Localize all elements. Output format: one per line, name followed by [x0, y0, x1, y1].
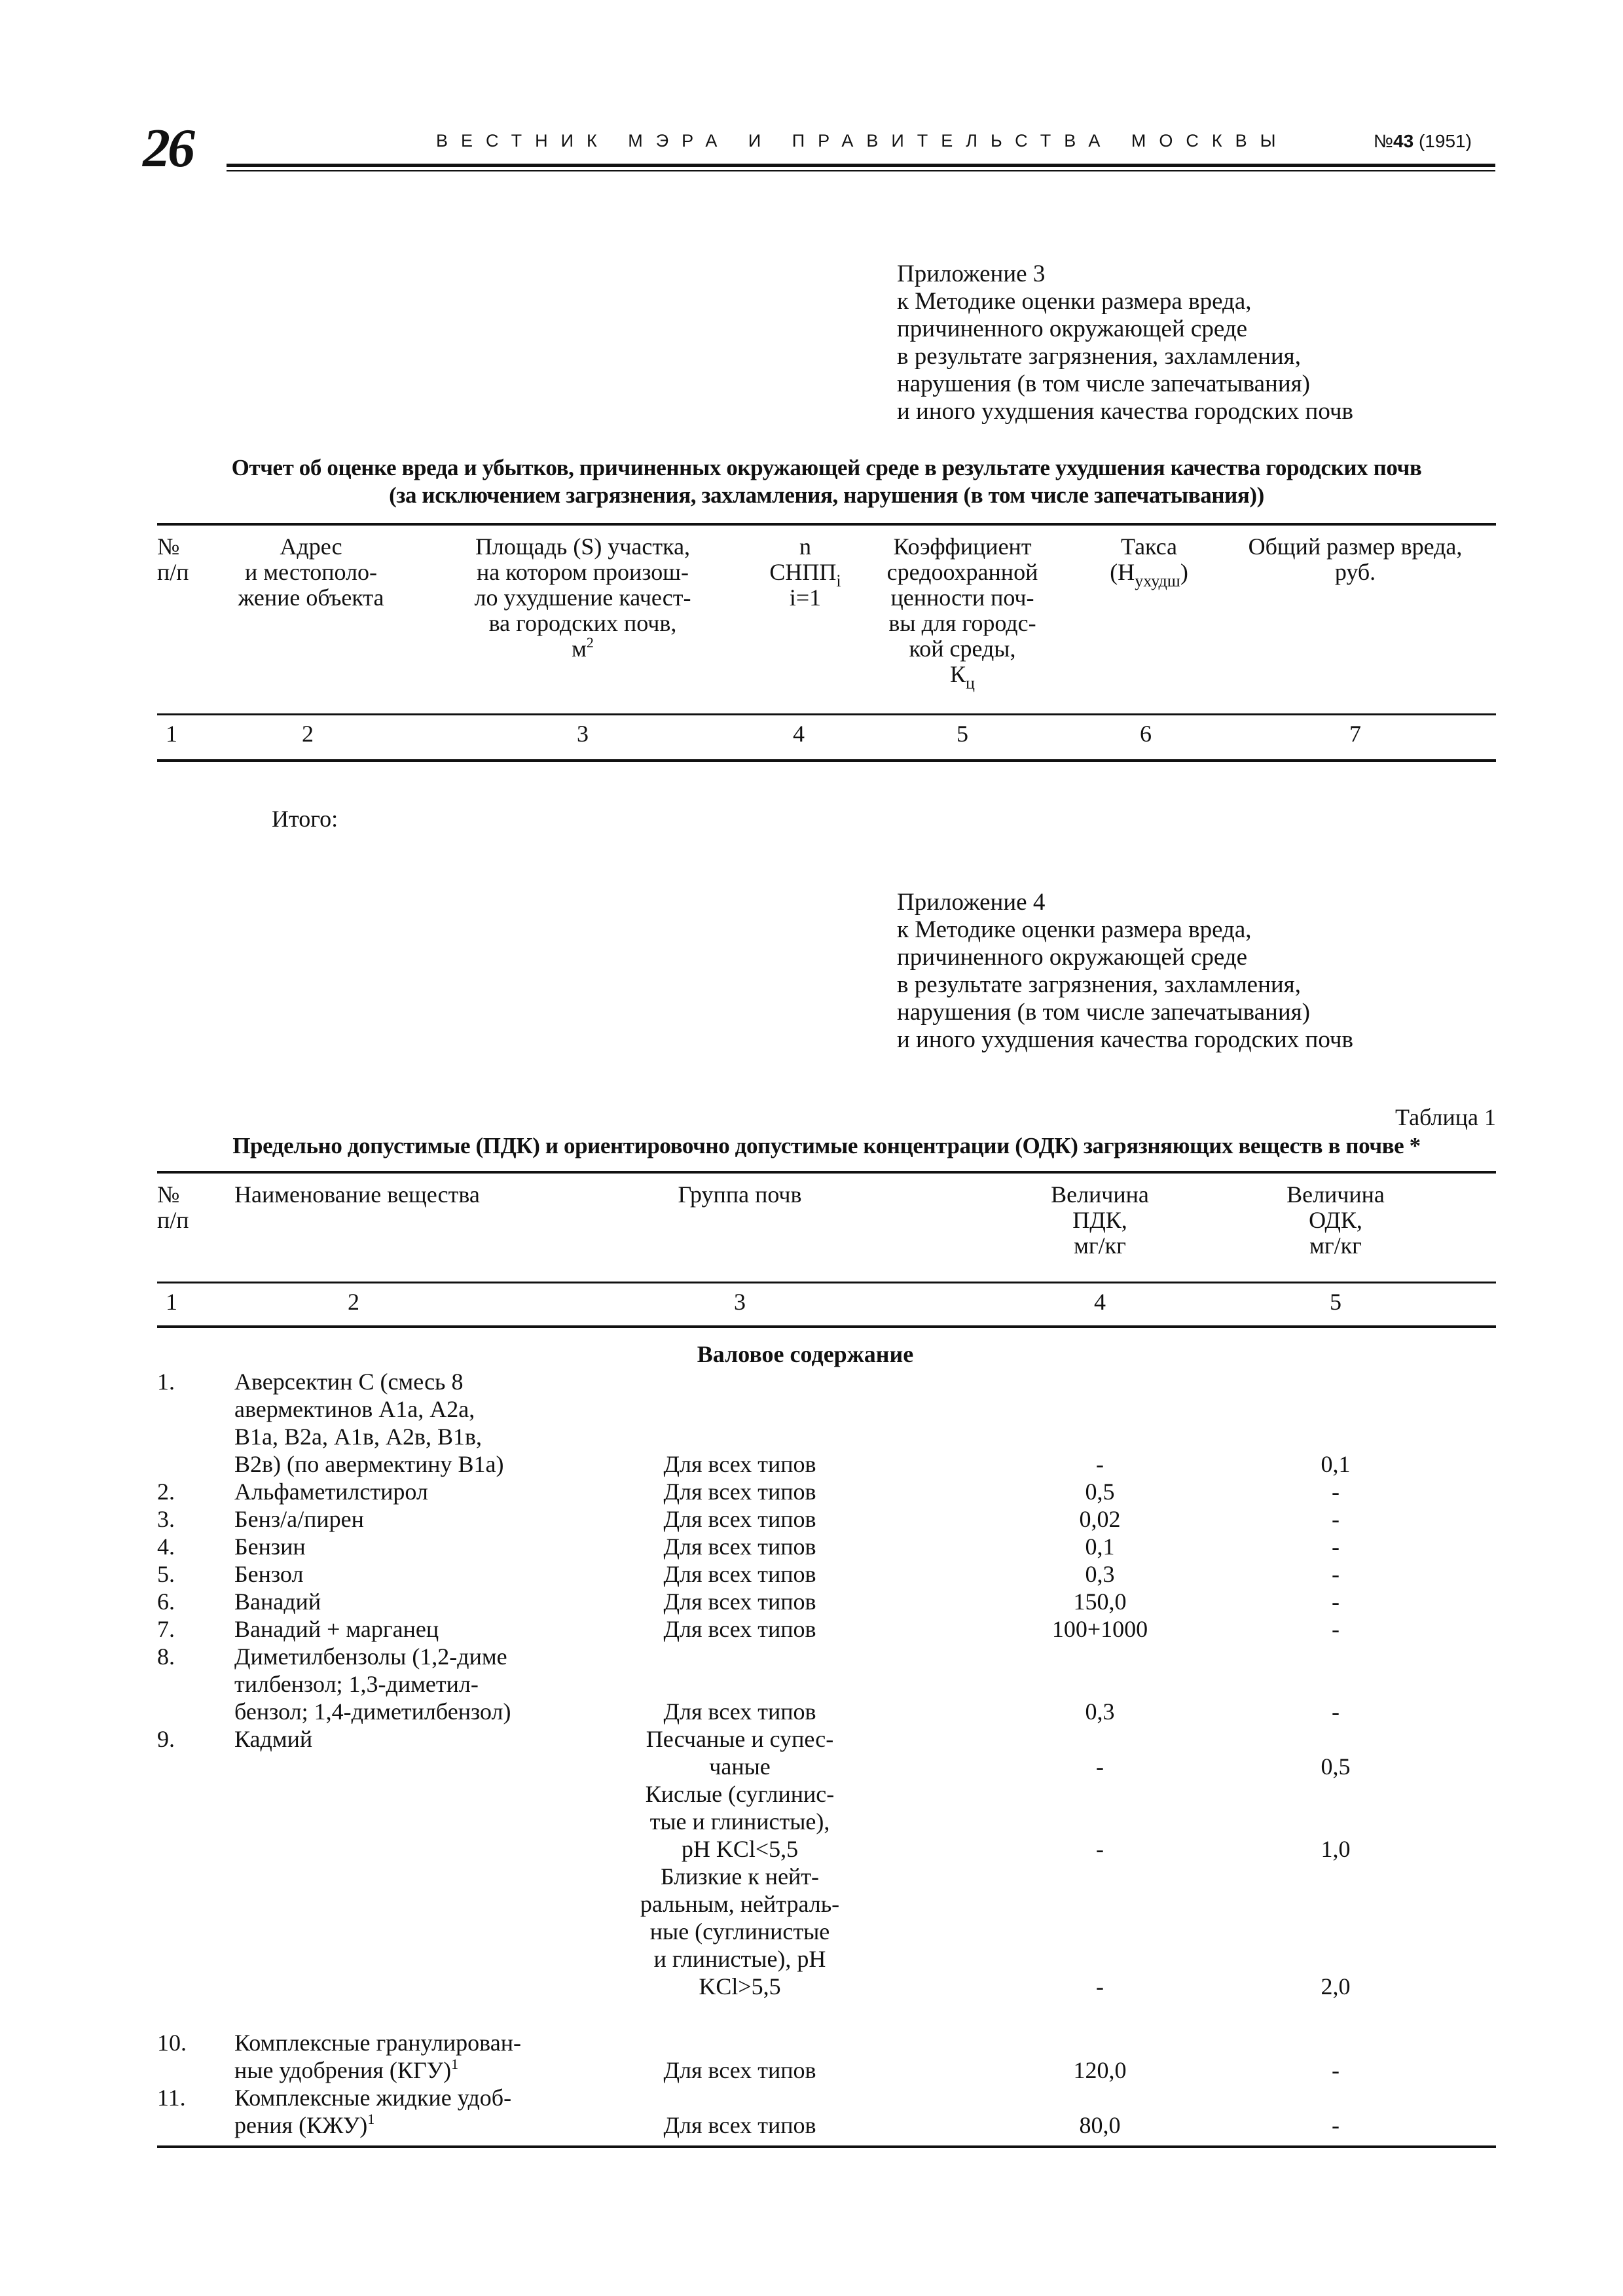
row-4-group: Для всех типов — [663, 1534, 816, 1560]
row-8-group: Для всех типов — [663, 1698, 816, 1725]
t1-colnum-7: 7 — [1349, 721, 1361, 747]
row-10-num: 10. — [157, 2030, 187, 2056]
table2-bottom-rule — [157, 2145, 1496, 2148]
row-3-pdk: 0,02 — [1079, 1506, 1121, 1532]
row-8-pdk: 0,3 — [1085, 1698, 1115, 1725]
row-4-pdk: 0,1 — [1085, 1534, 1115, 1560]
annex4-title: Предельно допустимые (ПДК) и ориентировочно допустимые концентрации (ОДК) загрязняющих веществ в почве * — [232, 1133, 1421, 1158]
t1-colnum-5: 5 — [957, 721, 968, 747]
row-6-group: Для всех типов — [663, 1588, 816, 1615]
row-7-pdk: 100+1000 — [1051, 1616, 1148, 1642]
row-9-sub3-pdk: - — [1096, 1973, 1104, 2000]
row-9-name: Кадмий — [234, 1726, 313, 1752]
row-3-name: Бенз/а/пирен — [234, 1506, 364, 1532]
row-7-odk: - — [1332, 1616, 1340, 1642]
total-label: Итого: — [272, 806, 338, 832]
table2-numbers-rule — [157, 1325, 1496, 1328]
row-8-odk: - — [1332, 1698, 1340, 1725]
t1-colnum-6: 6 — [1140, 721, 1152, 747]
row-10-group: Для всех типов — [663, 2057, 816, 2083]
row-5-odk: - — [1332, 1561, 1340, 1587]
row-1-num: 1. — [157, 1369, 175, 1395]
annex3-caption: Приложение 3 к Методике оценки размера вреда, причиненного окружающей среде в результате загрязнения, захламления, нарушения (в том числе запечатывания) и иного ухудшения качества городских почв — [897, 260, 1353, 425]
row-5-pdk: 0,3 — [1085, 1561, 1115, 1587]
row-9-num: 9. — [157, 1726, 175, 1752]
row-2-group: Для всех типов — [663, 1479, 816, 1505]
section-heading: Валовое содержание — [697, 1341, 914, 1367]
t2-colnum-4: 4 — [1094, 1289, 1106, 1315]
row-9-sub2-odk: 1,0 — [1321, 1836, 1351, 1862]
row-11-num: 11. — [157, 2085, 186, 2111]
annex3-title-line1: Отчет об оценке вреда и убытков, причиненных окружающей среде в результате ухудшения качества городских почв — [231, 455, 1422, 480]
t1-head-address: Адрес и местополо- жение объекта — [238, 533, 384, 611]
t1-head-total: Общий размер вреда, руб. — [1248, 533, 1463, 585]
row-3-group: Для всех типов — [663, 1506, 816, 1532]
row-11-pdk: 80,0 — [1079, 2112, 1121, 2138]
t1-colnum-2: 2 — [302, 721, 314, 747]
t2-colnum-1: 1 — [166, 1289, 177, 1315]
row-6-pdk: 150,0 — [1073, 1588, 1127, 1615]
table1-bottom-rule — [157, 759, 1496, 762]
row-5-num: 5. — [157, 1561, 175, 1587]
row-11-name: Комплексные жидкие удоб- рения (КЖУ)$^1$ — [234, 2085, 512, 2138]
table-label: Таблица 1 — [1395, 1104, 1496, 1130]
t1-colnum-4: 4 — [793, 721, 805, 747]
row-9-sub1-odk: 0,5 — [1321, 1753, 1351, 1780]
row-7-group: Для всех типов — [663, 1616, 816, 1642]
row-6-num: 6. — [157, 1588, 175, 1615]
t2-head-pdk: Величина ПДК, мг/кг — [1051, 1181, 1149, 1259]
row-4-odk: - — [1332, 1534, 1340, 1560]
row-3-num: 3. — [157, 1506, 175, 1532]
page-number: 26 — [143, 118, 192, 179]
header-rule-thin — [227, 170, 1495, 171]
t1-head-coefficient: Коэффициент средоохранной ценности поч- вы для городс- кой среды, $К_ц$ — [886, 533, 1038, 692]
t1-head-num: № п/п — [157, 533, 189, 585]
row-3-odk: - — [1332, 1506, 1340, 1532]
row-9-sub3-odk: 2,0 — [1321, 1973, 1351, 2000]
row-9-sub1-group: Песчаные и супес- чаные — [646, 1726, 834, 1780]
row-11-group: Для всех типов — [663, 2112, 816, 2138]
row-7-name: Ванадий + марганец — [234, 1616, 439, 1642]
row-1-group: Для всех типов — [663, 1451, 816, 1477]
t1-colnum-1: 1 — [166, 721, 177, 747]
row-2-odk: - — [1332, 1479, 1340, 1505]
row-10-pdk: 120,0 — [1073, 2057, 1127, 2083]
running-title: ВЕСТНИК МЭРА И ПРАВИТЕЛЬСТВА МОСКВЫ — [436, 131, 1289, 151]
t2-head-substance: Наименование вещества — [234, 1181, 480, 1208]
row-5-name: Бензол — [234, 1561, 304, 1587]
row-1-pdk: - — [1096, 1451, 1104, 1477]
row-4-num: 4. — [157, 1534, 175, 1560]
t2-colnum-2: 2 — [348, 1289, 359, 1315]
row-10-odk: - — [1332, 2057, 1340, 2083]
table2-header-rule — [157, 1282, 1496, 1283]
row-2-name: Альфаметилстирол — [234, 1479, 428, 1505]
row-7-num: 7. — [157, 1616, 175, 1642]
issue-number: №43 (1951) — [1374, 131, 1472, 151]
row-9-sub2-group: Кислые (суглинис- тые и глинистые), рН KCl<5,5 — [645, 1781, 835, 1862]
row-2-num: 2. — [157, 1479, 175, 1505]
row-8-num: 8. — [157, 1643, 175, 1670]
row-1-name: Аверсектин С (смесь 8 авермектинов А1а, А2а, В1а, В2а, А1в, А2в, В1в, В2в) (по авермектину В1а) — [234, 1369, 504, 1477]
table1-header-rule — [157, 713, 1496, 715]
t1-head-tax: Такса $(Н_{ухудш})$ — [1110, 533, 1188, 590]
table1-top-rule — [157, 523, 1496, 526]
row-8-name: Диметилбензолы (1,2-диме тилбензол; 1,3-диметил- бензол; 1,4-диметилбензол) — [234, 1643, 511, 1725]
row-5-group: Для всех типов — [663, 1561, 816, 1587]
t2-head-num: № п/п — [157, 1181, 189, 1233]
t1-head-snpp: n $СНПП_i$ i=1 — [769, 533, 841, 611]
row-1-odk: 0,1 — [1321, 1451, 1351, 1477]
row-2-pdk: 0,5 — [1085, 1479, 1115, 1505]
t1-head-area: Площадь (S) участка, на котором произош- ло ухудшение качест- ва городских почв, $м^2$ — [474, 533, 691, 662]
annex4-caption: Приложение 4 к Методике оценки размера вреда, причиненного окружающей среде в результате загрязнения, захламления, нарушения (в том числе запечатывания) и иного ухудшения качества городских почв — [897, 889, 1353, 1053]
row-6-name: Ванадий — [234, 1588, 321, 1615]
row-11-odk: - — [1332, 2112, 1340, 2138]
row-4-name: Бензин — [234, 1534, 306, 1560]
t2-head-odk: Величина ОДК, мг/кг — [1286, 1181, 1385, 1259]
row-9-sub1-pdk: - — [1096, 1753, 1104, 1780]
table2-top-rule — [157, 1171, 1496, 1174]
t2-colnum-3: 3 — [734, 1289, 746, 1315]
t2-colnum-5: 5 — [1330, 1289, 1341, 1315]
header-rule — [227, 164, 1495, 167]
t1-colnum-3: 3 — [577, 721, 589, 747]
row-9-sub2-pdk: - — [1096, 1836, 1104, 1862]
row-10-name: Комплексные гранулирован- ные удобрения (КГУ)$^1$ — [234, 2030, 521, 2083]
annex3-title-line2: (за исключением загрязнения, захламления, нарушения (в том числе запечатывания)) — [389, 482, 1264, 508]
row-9-sub3-group: Близкие к нейт- ральным, нейтраль- ные (суглинистые и глинистые), рН KCl>5,5 — [640, 1863, 840, 2000]
t2-head-soil-group: Группа почв — [678, 1181, 802, 1208]
row-6-odk: - — [1332, 1588, 1340, 1615]
